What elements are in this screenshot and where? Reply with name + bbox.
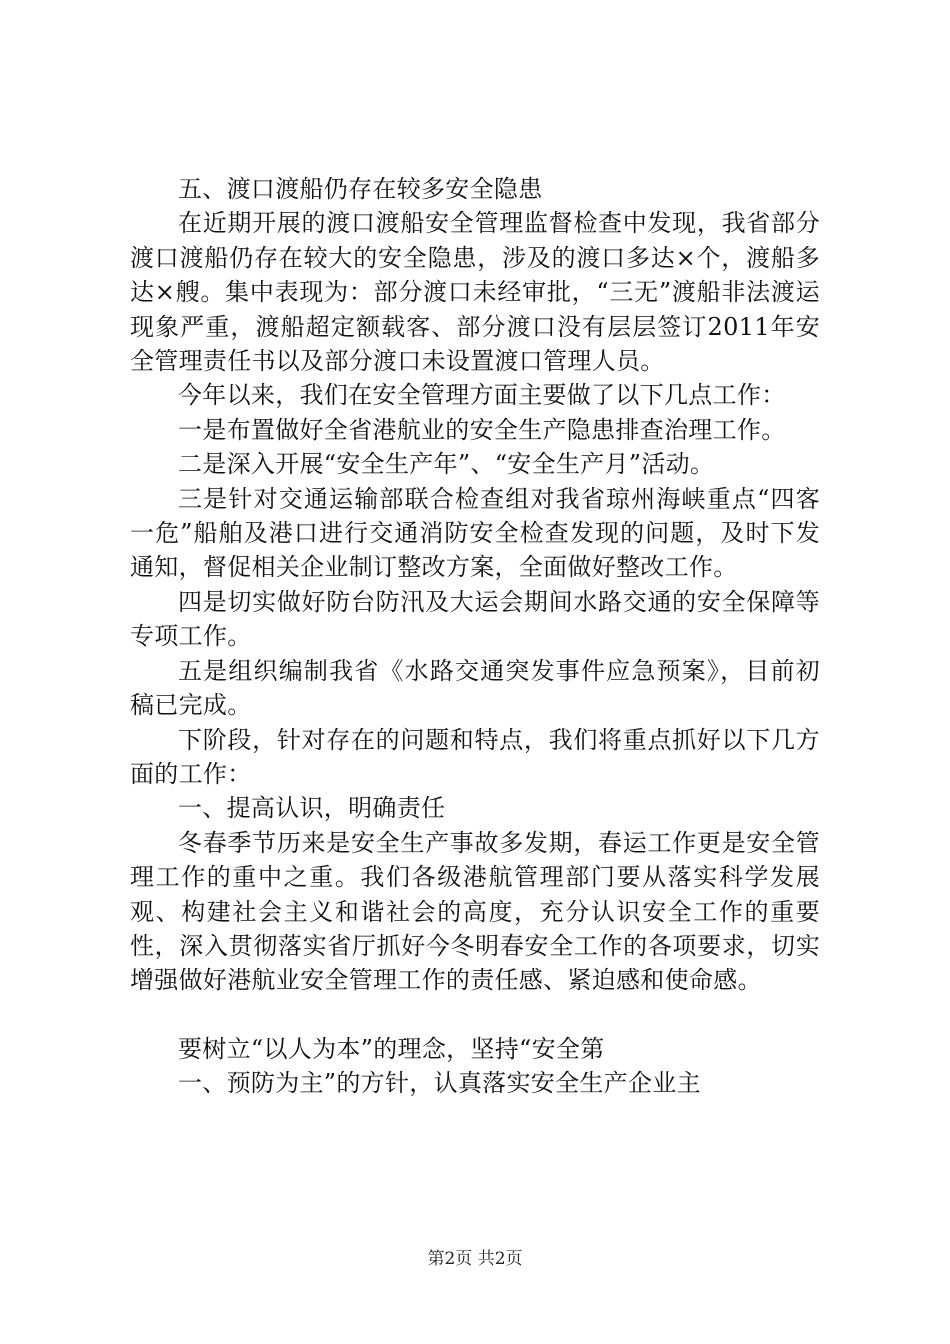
paragraph-work-item-1: 一是布置做好全省港航业的安全生产隐患排查治理工作。 — [178, 415, 786, 444]
paragraph-inspection-findings: 在近期开展的渡口渡船安全管理监督检查中发现，我省部分渡口渡船仍存在较大的安全隐患，涉及的渡口多达×个，渡船多达×艘。集中表现为：部分渡口未经审批，“三无”渡船非法渡运现象严重，渡船超定额载客、部分渡口没有层层签订2011年安全管理责任书以及部分渡口未设置渡口管理人员。 — [130, 209, 820, 376]
paragraph-work-intro: 今年以来，我们在安全管理方面主要做了以下几点工作： — [178, 381, 786, 410]
page-footer: 第2页 共2页 — [427, 1249, 523, 1269]
paragraph-next-stage-intro: 下阶段，针对存在的问题和特点，我们将重点抓好以下几方面的工作： — [130, 725, 820, 788]
paragraph-work-item-3: 三是针对交通运输部联合检查组对我省琼州海峡重点“四客一危”船舶及港口进行交通消防安全检查发现的问题，及时下发通知，督促相关企业制订整改方案，全面做好整改工作。 — [130, 484, 820, 582]
section-heading-ferry-hazards: 五、渡口渡船仍存在较多安全隐患 — [178, 175, 543, 203]
document-body — [130, 172, 820, 1101]
paragraph-winter-spring-safety: 冬春季节历来是安全生产事故多发期，春运工作更是安全管理工作的重中之重。我们各级港航管理部门要从落实科学发展观、构建社会主义和谐社会的高度，充分认识安全工作的重要性，深入贯彻落实省厅抓好今冬明春安全工作的各项要求，切实增强做好港航业安全管理工作的责任感、紧迫感和使命感。 — [130, 828, 820, 995]
paragraph-work-item-5: 五是组织编制我省《水路交通突发事件应急预案》，目前初稿已完成。 — [130, 656, 820, 720]
paragraph-prevention-first: 一、预防为主”的方针，认真落实安全生产企业主 — [178, 1069, 701, 1098]
paragraph-work-item-2: 二是深入开展“安全生产年”、“安全生产月”活动。 — [178, 450, 715, 479]
paragraph-people-oriented: 要树立“以人为本”的理念，坚持“安全第 — [178, 1034, 605, 1063]
paragraph-work-item-4: 四是切实做好防台防汛及大运会期间水路交通的安全保障等专项工作。 — [130, 587, 820, 651]
section-heading-awareness: 一、提高认识，明确责任 — [178, 794, 446, 823]
